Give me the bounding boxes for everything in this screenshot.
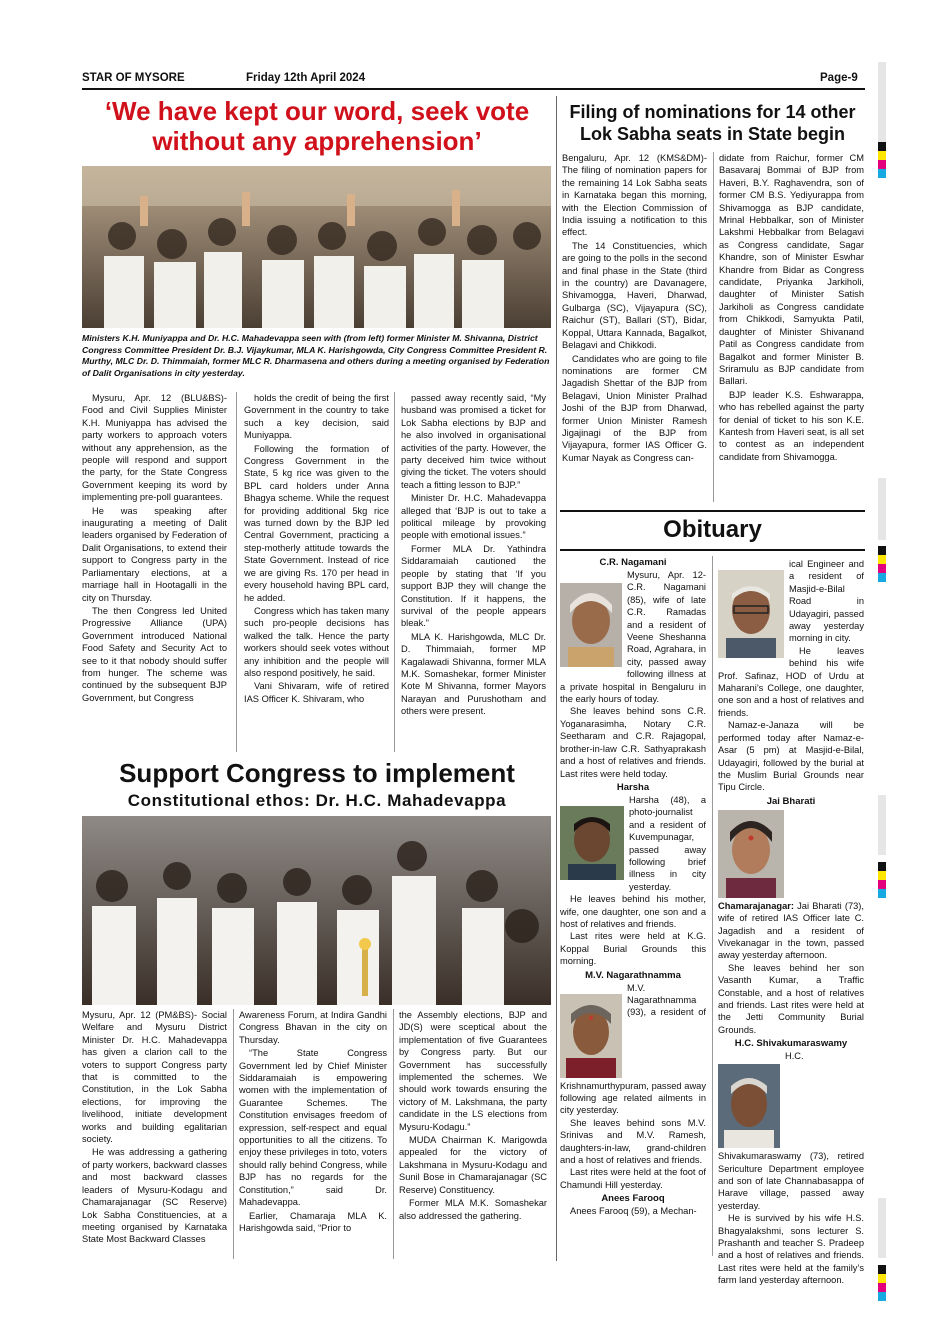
reg-cyan — [878, 169, 886, 178]
column-rule — [712, 556, 713, 1256]
reg-cyan-3 — [878, 889, 886, 898]
reg-black-4 — [878, 1265, 886, 1274]
story1-headline — [82, 96, 552, 156]
reg-black-3 — [878, 862, 886, 871]
story3-headline-line2: Lok Sabha seats in State begin — [579, 124, 846, 144]
obit-text: Harsha (48), a photo-journalist and a resident of Kuvempunagar, passed away following brief illness in city yesterday. — [629, 794, 706, 892]
reg-yellow — [878, 151, 886, 160]
obit-text: Last rites were held at K.G. Koppal Burial Grounds this morning. — [560, 931, 706, 967]
portrait-nagarathnamma — [560, 994, 622, 1078]
obit-name-jai: Jai Bharati — [766, 795, 816, 807]
paragraph: Congress which has taken many such pro-people decisions has walked the talk. Hence the party workers should seek votes without any inhibition and the people will also respond positively, he said. — [244, 605, 389, 678]
reg-cyan-2 — [878, 573, 886, 582]
paragraph: didate from Raichur, former CM Basavaraj Bommai of BJP from Haveri, B.Y. Raghavendra, son of former CM B.S. Yediyurappa from Shivamogga as BJP candidate, Mrinal Hebbalkar, son of Minister Lakshmi Hebbalkar from Belagavi as Congress candidate, Sagar Khandre, son of Minister Eswhar Khandre from Bidar as Congress candidate, Priyanka Jarkiholi, daughter of Minister Satish Jarkiholi as Congress candidate from Chikkodi, Samyukta Patil, daughter of Minister Shivanand Patil as Congress candidate from Bagalkot and former Minister B. Sriramulu as BJP candidate from Ballari. — [719, 153, 864, 387]
column-rule — [713, 152, 714, 502]
story1-headline-line1: ‘We have kept our word, seek vote — [104, 96, 530, 126]
obit-text: H.C. Shivakumaraswamy (73), retired Sericulture Department employee and son of late Channabasappa of Harave village, passed away yesterday. — [718, 1051, 864, 1211]
lamp-lighting-photo — [82, 816, 551, 1005]
column-rule — [393, 1009, 394, 1259]
paragraph: BJP leader K.S. Eshwarappa, who has rebelled against the party for denial of ticket to his son K.E. Kantesh from Haveri seat, is all set to contest as an independent candidate from Shivamogga. — [719, 389, 864, 462]
reg-magenta-4 — [878, 1283, 886, 1292]
registration-bar-mid — [878, 478, 886, 540]
obit-farooq-start: Anees Farooq (59), a Mechan- — [570, 1206, 697, 1217]
story2-col2 — [239, 1009, 387, 1259]
obit-text: He is survived by his wife H.S. Bhagyalakshmi, sons lecturer S. Prashanth and teacher S. Pradeep and a host of relatives and friends. Last rites were held at the family’s farm land yesterday afternoon. — [718, 1213, 864, 1286]
obit-name-harsha: Harsha — [616, 781, 650, 793]
obit-harsha — [560, 794, 706, 968]
paragraph: “The State Congress Government led by Chief Minister Siddaramaiah is empowering women with the implementation of Guarantee Schemes. The Constitution envisages freedom of expression, self-respect and equal opportunities to all the citizens. To enjoy these privileges in toto, voters should rally behind Congress, while BJP has no regards for the Constitution,” said Dr. Mahadevappa. — [239, 1048, 387, 1208]
obit-text: He leaves behind his wife Prof. Safinaz, HOD of Urdu at Maharani’s College, one daughter, one son and a host of relatives and friends. — [718, 645, 864, 718]
obit-text: M.V. Nagarathnamma (93), a resident of Krishnamurthypuram, passed away following age related ailments in city yesterday. — [560, 982, 706, 1116]
story1-caption: Ministers K.H. Muniyappa and Dr. H.C. Mahadevappa seen with (from left) former Minister M. Shivanna, District Congress Committee President Dr. B.J. Vijaykumar, MLA K. Harishgowda, City Congress Committee President R. Murthy, MLC Dr. D. Thimmaiah, former MLC R. Dharmasena and others during a meeting organised by Federation of Dalit Organisations in city yesterday. — [82, 333, 550, 378]
reg-black — [878, 142, 886, 151]
obit-text: ical Engineer and a resident of Masjid-e-Bilal Road in Udayagiri, passed away yesterday morning in city. — [789, 559, 864, 644]
paragraph: MLA K. Harishgowda, MLC Dr. D. Thimmaiah, former MP Kagalawadi Shivanna, former MLA M.K. Somashekar, former Minister Kote M Shivanna, former Mayors Narayan and Purushotham and others were present. — [401, 631, 546, 717]
column-rule — [236, 392, 237, 752]
obituary-title-rule — [560, 549, 865, 551]
obit-text: Mysuru, Apr. 12- C.R. Nagamani (85), wife of late C.R. Ramadas and a resident of Veene Sheshanna Road, Agrahara, in city, passed away following illness at a private hospital in Bengaluru in the early hours of today. — [560, 570, 706, 705]
paragraph: Minister Dr. H.C. Mahadevappa alleged that ‘BJP is out to take a political mileage by provoking people with emotional issues.” — [401, 493, 546, 541]
story1-col3 — [401, 392, 546, 752]
paragraph: Bengaluru, Apr. 12 (KMS&DM)- The filing of nomination papers for the remaining 14 Lok Sabha seats in Karnataka began this morning, with the Election Commission of India issuing a notification to this effect. — [562, 153, 707, 238]
obit-text: Namaz-e-Janaza will be performed today after Namaz-e-Asar (5 pm) at Masjid-e-Bilal, Udayagiri, followed by the burial at the Muslim Burial Grounds near Tipu Circle. — [718, 720, 864, 793]
paragraph: MUDA Chairman K. Marigowda appealed for the victory of Lakshmana in Mysuru-Kodagu and Sunil Bose in Chamarajanagar (SC Reserve) Constituency. — [399, 1135, 547, 1195]
paragraph: Vani Shivaram, wife of retired IAS Officer K. Shivaram, who — [244, 681, 389, 704]
portrait-nagamani — [560, 583, 622, 667]
obit-name-nagarathnamma: M.V. Nagarathnamma — [585, 969, 681, 981]
obit-text: She leaves behind sons C.R. Yoganarasimha, Notary C.R. Seetharam and C.R. Rajagopal, brother-in-law C.R. Sathyaprakash and a host of relatives and friends. Last rites were held today. — [560, 706, 706, 779]
paragraph: Former MLA M.K. Somashekar also addressed the gathering. — [399, 1198, 547, 1221]
section-divider — [556, 96, 557, 1261]
obit-name-farooq: Anees Farooq — [601, 1193, 665, 1205]
paragraph: passed away recently said, “My husband was promised a ticket for Lok Sabha elections by BJP and he also involved in organisational activities of the party. However, the party deceived him twice without giving the ticket. The voters should teach a fitting lesson to BJP.” — [401, 393, 546, 490]
obit-jai-lead: Chamarajanagar: — [718, 900, 794, 911]
registration-bar-bottom — [878, 1198, 886, 1258]
obit-nagarathnamma — [560, 982, 706, 1192]
story2-subhead: Constitutional ethos: Dr. H.C. Mahadevappa — [127, 791, 507, 810]
paragraph: The 14 Constituencies, which are going to the polls in the second and final phase in the State (third in the country) are Davanagere, Shivamogga, Haveri, Dharwad, Gulbarga (SC), Vijayapura (SC), Raichur (ST), Ballari (ST), Bidar, Koppal, Uttara Kannada, Bagalkot, Belagavi and Chikkodi. — [562, 240, 707, 351]
reg-yellow-3 — [878, 871, 886, 880]
paragraph: Mysuru, Apr. 12 (BLU&BS)- Food and Civil Supplies Minister K.H. Muniyappa has advised the party workers to approach voters without any apprehension, as the people will respond and support the party, for the State Congress Government keeping its word by implementing pre-poll guarantees. — [82, 393, 227, 503]
story3-headline-line1: Filing of nominations for 14 other — [569, 102, 856, 122]
obit-farooq — [718, 558, 864, 794]
obituary-top-rule — [560, 510, 865, 512]
portrait-jai — [718, 810, 784, 898]
paragraph: He was speaking after inaugurating a meeting of Dalit leaders organised by Federation of Dalit Organisations, to extend their support to Congress party in the Parliamentary elections, at a marriage hall in Hootagalli in the city on Thursday. — [82, 505, 227, 603]
paragraph: Candidates who are going to file nominations are former CM Jagadish Shettar of the BJP from Belagavi, Union Minister Pralhad Joshi of the BJP from Dharwad, former Union Minister Ramesh Jigajinagi of the BJP from Vijayapura, former IAS Officer G. Kumar Nayak as Congress can- — [562, 353, 707, 463]
reg-magenta — [878, 160, 886, 169]
obituary-col1 — [560, 556, 706, 1261]
column-rule — [394, 392, 395, 752]
paragraph: holds the credit of being the first Government in the country to take such a key decision, said Muniyappa. — [244, 393, 389, 441]
story1-col2 — [244, 392, 389, 752]
column-rule — [233, 1009, 234, 1259]
portrait-harsha — [560, 806, 624, 880]
reg-black-2 — [878, 546, 886, 555]
obit-text: She leaves behind her son Vasanth Kumar, a Traffic Constable, and a host of relatives and friends. Last rites were held at the Jetti Community Burial Grounds. — [718, 962, 864, 1035]
paragraph: He was addressing a gathering of party workers, backward classes and most backward classes leaders of Mysuru-Kodagu and Chamarajanagar (SC Reserve) Lok Sabha Constituencies, at a meeting organised by Karnataka State Most Backward Classes — [82, 1147, 227, 1245]
obit-text: He leaves behind his mother, wife, one daughter, one son and a host of relatives and friends. — [560, 894, 706, 929]
registration-bar-low — [878, 795, 886, 855]
reg-yellow-2 — [878, 555, 886, 564]
reg-magenta-2 — [878, 564, 886, 573]
reg-cyan-4 — [878, 1292, 886, 1301]
paper-name: STAR OF MYSORE — [82, 72, 185, 84]
paragraph: Former MLA Dr. Yathindra Siddaramaiah cautioned the people by stating that ‘If you support BJP they will change the Constitution. If it happens, the survival of the people appears bleak.” — [401, 543, 546, 629]
story2-col3 — [399, 1009, 547, 1259]
story1-headline-line2: without any apprehension’ — [152, 126, 482, 156]
paragraph: Following the formation of Congress Government in the State, 5 kg rice was given to the BPL card holders under Anna Bhagya scheme. While the request for providing additional 5kg rice was turned down by the BJP led Central Government, practicing a step-motherly attitude towards the State Government. Instead of rice we are giving Rs. 170 per head in every household having BPL card, he added. — [244, 443, 389, 603]
story3-col2 — [719, 152, 864, 502]
story3-col1 — [562, 152, 707, 502]
obit-text: Last rites were held at the foot of Chamundi Hill yesterday. — [560, 1167, 706, 1190]
portrait-shiva — [718, 1064, 780, 1148]
obituary-col2 — [718, 558, 864, 1286]
paragraph: Earlier, Chamaraja MLA K. Harishgowda said, “Prior to — [239, 1210, 387, 1233]
paragraph: Mysuru, Apr. 12 (PM&BS)- Social Welfare and Mysuru District Minister Dr. H.C. Mahadevappa has given a clarion call to the voters to support Congress party that is committed to the Constitution, in the Lok Sabha elections, for improving the livelihood, initiate development works and building egalitarian society. — [82, 1010, 227, 1145]
obit-name-shiva: H.C. Shivakumaraswamy — [734, 1038, 848, 1050]
obit-text: Jai Bharati (73), wife of retired IAS Officer late C. Jagadish and a resident of Vivekanagar in the town, passed away yesterday afternoon. — [718, 900, 864, 961]
obit-name-nagamani: C.R. Nagamani — [599, 557, 667, 568]
portrait-farooq — [718, 570, 784, 658]
issue-date: Friday 12th April 2024 — [246, 72, 366, 84]
story2-col1 — [82, 1009, 227, 1259]
obit-nagamani — [560, 569, 706, 780]
meeting-photo — [82, 166, 551, 328]
obituary-title: Obituary — [663, 516, 762, 543]
obit-shiva — [718, 1050, 864, 1286]
paragraph: Awareness Forum, at Indira Gandhi Congress Bhavan in the city on Thursday. — [239, 1010, 387, 1045]
paragraph: the Assembly elections, BJP and JD(S) were sceptical about the implementation of five Guarantees by Congress party. But our Government has successfully implemented the schemes. We should work towards ensuring the victory of M. Lakshmana, the party candidate in the LS elections from Mysuru-Kodagu.” — [399, 1010, 547, 1132]
paragraph: The then Congress led United Progressive Alliance (UPA) Government introduced National Food Safety and Security Act to see to it that nobody should suffer from hunger. The scheme was continued by the subsequent BJP Government, but Congress — [82, 605, 227, 703]
story1-col1 — [82, 392, 227, 752]
obit-jai — [718, 808, 864, 1036]
reg-yellow-4 — [878, 1274, 886, 1283]
obit-text: She leaves behind sons M.V. Srinivas and M.V. Ramesh, daughters-in-law, grand-children and a host of relatives and friends. — [560, 1117, 706, 1166]
reg-magenta-3 — [878, 880, 886, 889]
story3-headline — [560, 101, 865, 145]
header-rule — [82, 88, 865, 90]
page-number: Page-9 — [820, 72, 858, 84]
story2-headline: Support Congress to implement — [119, 758, 515, 788]
registration-bar-top — [878, 62, 886, 142]
